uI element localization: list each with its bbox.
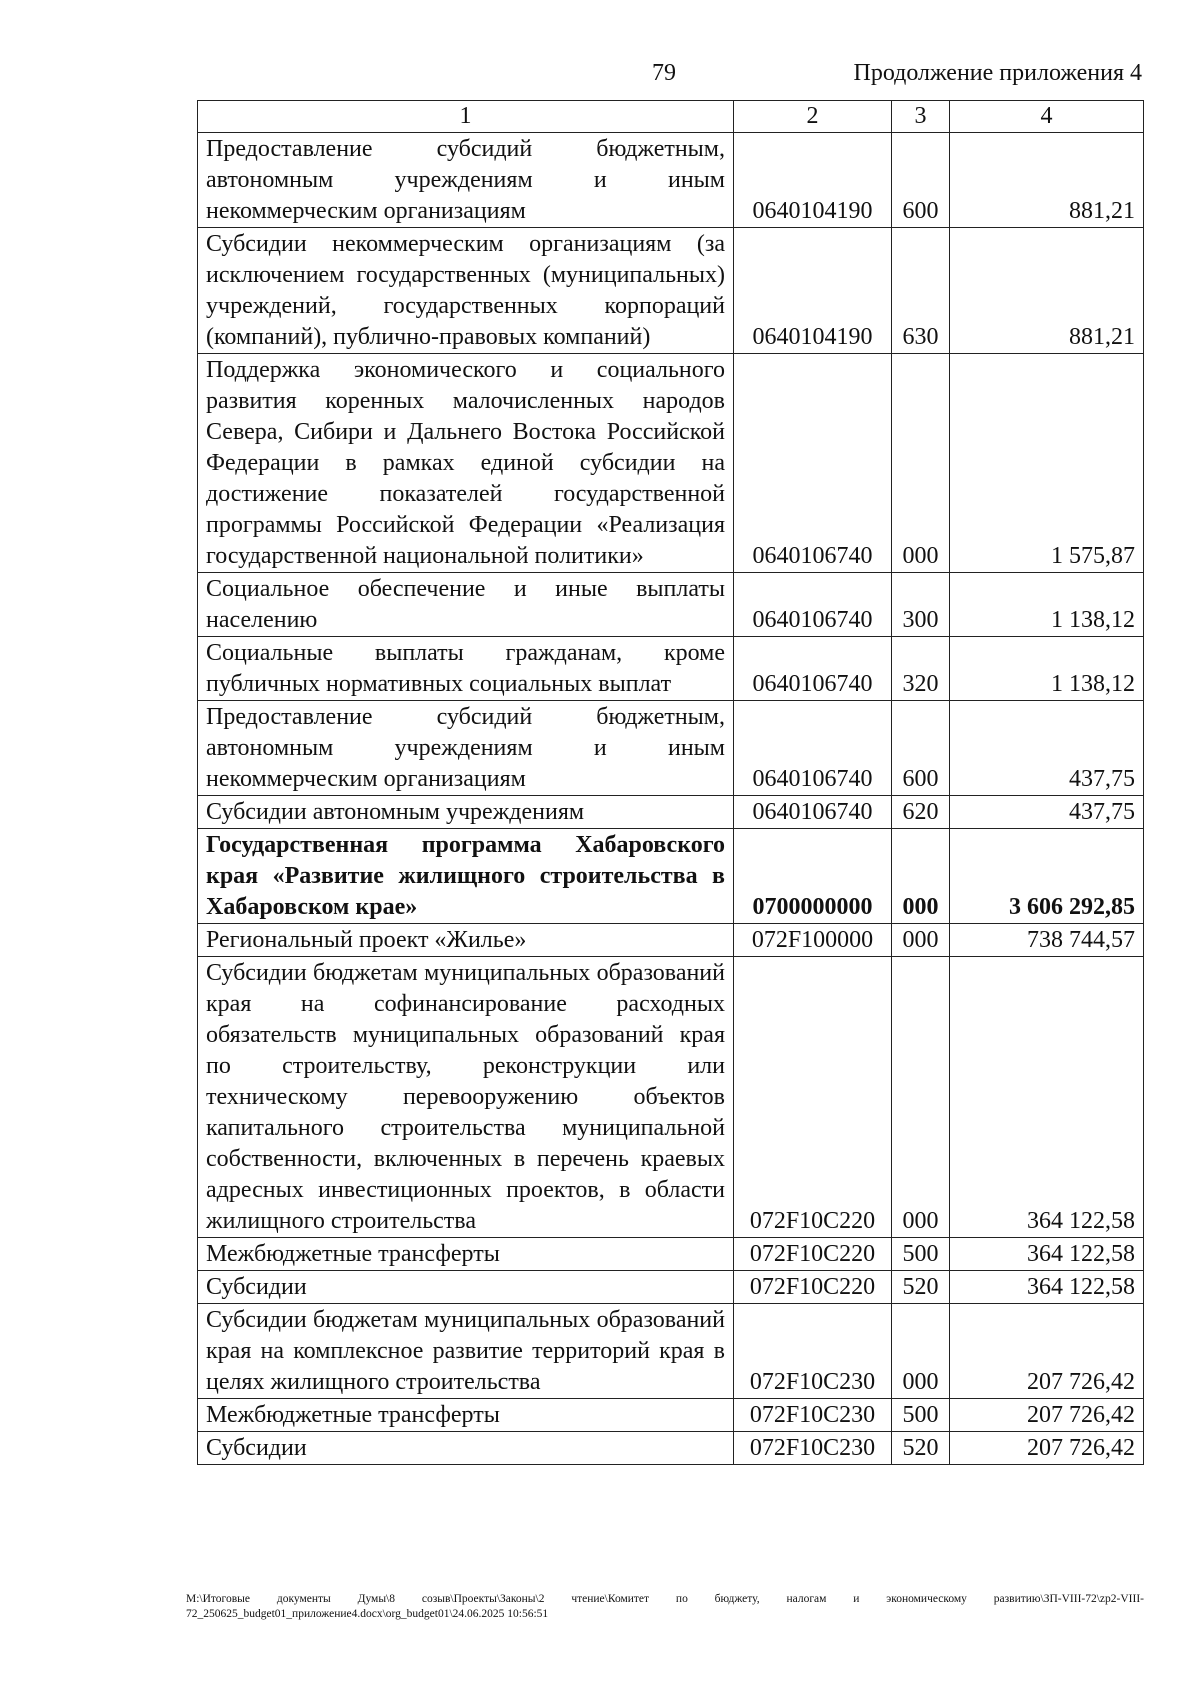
- row-name-cell: Социальные выплаты гражданам, кроме публичных нормативных социальных выплат: [198, 637, 734, 701]
- row-name-cell: Субсидии: [198, 1432, 734, 1465]
- row-code-cell: 072F10C230: [734, 1304, 892, 1399]
- row-code-cell: 072F10C220: [734, 1271, 892, 1304]
- row-code-cell: 0640104190: [734, 228, 892, 354]
- row-code-cell: 072F10C220: [734, 1238, 892, 1271]
- row-code-cell: 0700000000: [734, 829, 892, 924]
- row-code-cell: 072F100000: [734, 924, 892, 957]
- table-row: [198, 957, 1144, 1238]
- row-sum-cell: 3 606 292,85: [950, 829, 1144, 924]
- table-row: [198, 228, 1144, 354]
- table-row: [198, 1432, 1144, 1465]
- page-number: 79: [652, 60, 676, 86]
- column-number: 3: [892, 101, 950, 133]
- row-code-cell: 0640106740: [734, 796, 892, 829]
- row-name-cell: Межбюджетные трансферты: [198, 1399, 734, 1432]
- row-code-cell: 0640106740: [734, 573, 892, 637]
- column-number: 4: [950, 101, 1144, 133]
- row-name-cell: Поддержка экономического и социального развития коренных малочисленных народов Севера, Сибири и Дальнего Востока Российской Федерации в рамках единой субсидии на достижение показателей государственной программы Российской Федерации «Реализация государственной национальной политики»: [198, 354, 734, 573]
- row-sum-cell: 207 726,42: [950, 1432, 1144, 1465]
- row-name-cell: Социальное обеспечение и иные выплаты населению: [198, 573, 734, 637]
- row-sum-cell: 207 726,42: [950, 1399, 1144, 1432]
- table-row: [198, 796, 1144, 829]
- table-row: [198, 133, 1144, 228]
- budget-table: [197, 100, 1144, 1465]
- continuation-title: Продолжение приложения 4: [853, 60, 1142, 86]
- table-row: [198, 354, 1144, 573]
- row-code-cell: 0640106740: [734, 637, 892, 701]
- row-type-cell: 320: [892, 637, 950, 701]
- row-name-cell: Предоставление субсидий бюджетным, автономным учреждениям и иным некоммерческим организациям: [198, 701, 734, 796]
- column-number: 2: [734, 101, 892, 133]
- row-code-cell: 0640106740: [734, 701, 892, 796]
- row-name-cell: Предоставление субсидий бюджетным, автономным учреждениям и иным некоммерческим организациям: [198, 133, 734, 228]
- table-row: [198, 1304, 1144, 1399]
- row-name-cell: Региональный проект «Жилье»: [198, 924, 734, 957]
- row-type-cell: 500: [892, 1399, 950, 1432]
- row-type-cell: 500: [892, 1238, 950, 1271]
- row-type-cell: 620: [892, 796, 950, 829]
- row-type-cell: 000: [892, 354, 950, 573]
- row-name-cell: Субсидии бюджетам муниципальных образований края на софинансирование расходных обязательств муниципальных образований края по строительству, реконструкции или техническому перевооружению объектов капитального строительства муниципальной собственности, включенных в перечень краевых адресных инвестиционных проектов, в области жилищного строительства: [198, 957, 734, 1238]
- row-type-cell: 000: [892, 957, 950, 1238]
- row-type-cell: 520: [892, 1432, 950, 1465]
- row-code-cell: 072F10C220: [734, 957, 892, 1238]
- row-type-cell: 600: [892, 701, 950, 796]
- table-row: [198, 924, 1144, 957]
- row-type-cell: 000: [892, 1304, 950, 1399]
- row-code-cell: 072F10C230: [734, 1432, 892, 1465]
- row-sum-cell: 881,21: [950, 228, 1144, 354]
- table-body: [198, 133, 1144, 1465]
- row-type-cell: 000: [892, 924, 950, 957]
- row-type-cell: 630: [892, 228, 950, 354]
- row-name-cell: Субсидии некоммерческим организациям (за исключением государственных (муниципальных) учреждений, государственных корпораций (компаний), публично-правовых компаний): [198, 228, 734, 354]
- table-row: [198, 1271, 1144, 1304]
- table-row: [198, 701, 1144, 796]
- table-row: [198, 573, 1144, 637]
- row-sum-cell: 364 122,58: [950, 1238, 1144, 1271]
- column-number-row: [198, 101, 1144, 133]
- row-sum-cell: 881,21: [950, 133, 1144, 228]
- row-code-cell: 0640104190: [734, 133, 892, 228]
- table-row: [198, 1399, 1144, 1432]
- file-path-footer: M:\Итоговые документы Думы\8 созыв\Проекты\Законы\2 чтение\Комитет по бюджету, налогам и экономическому развитию\ЗП-VIII-72\zp2-VIII-72_250625_budget01_приложение4.docx\org_budget01\24.06.2025 10:56:51: [186, 1593, 1144, 1620]
- row-sum-cell: 437,75: [950, 701, 1144, 796]
- row-type-cell: 000: [892, 829, 950, 924]
- row-sum-cell: 1 138,12: [950, 637, 1144, 701]
- table-row: [198, 829, 1144, 924]
- row-sum-cell: 364 122,58: [950, 1271, 1144, 1304]
- row-sum-cell: 738 744,57: [950, 924, 1144, 957]
- row-sum-cell: 1 138,12: [950, 573, 1144, 637]
- row-name-cell: Государственная программа Хабаровского края «Развитие жилищного строительства в Хабаровском крае»: [198, 829, 734, 924]
- row-sum-cell: 364 122,58: [950, 957, 1144, 1238]
- row-type-cell: 300: [892, 573, 950, 637]
- row-name-cell: Межбюджетные трансферты: [198, 1238, 734, 1271]
- row-type-cell: 600: [892, 133, 950, 228]
- row-sum-cell: 437,75: [950, 796, 1144, 829]
- row-name-cell: Субсидии бюджетам муниципальных образований края на комплексное развитие территорий края в целях жилищного строительства: [198, 1304, 734, 1399]
- table-row: [198, 637, 1144, 701]
- column-number: 1: [198, 101, 734, 133]
- row-sum-cell: 1 575,87: [950, 354, 1144, 573]
- row-type-cell: 520: [892, 1271, 950, 1304]
- row-name-cell: Субсидии: [198, 1271, 734, 1304]
- row-code-cell: 0640106740: [734, 354, 892, 573]
- row-code-cell: 072F10C230: [734, 1399, 892, 1432]
- row-sum-cell: 207 726,42: [950, 1304, 1144, 1399]
- table-row: [198, 1238, 1144, 1271]
- row-name-cell: Субсидии автономным учреждениям: [198, 796, 734, 829]
